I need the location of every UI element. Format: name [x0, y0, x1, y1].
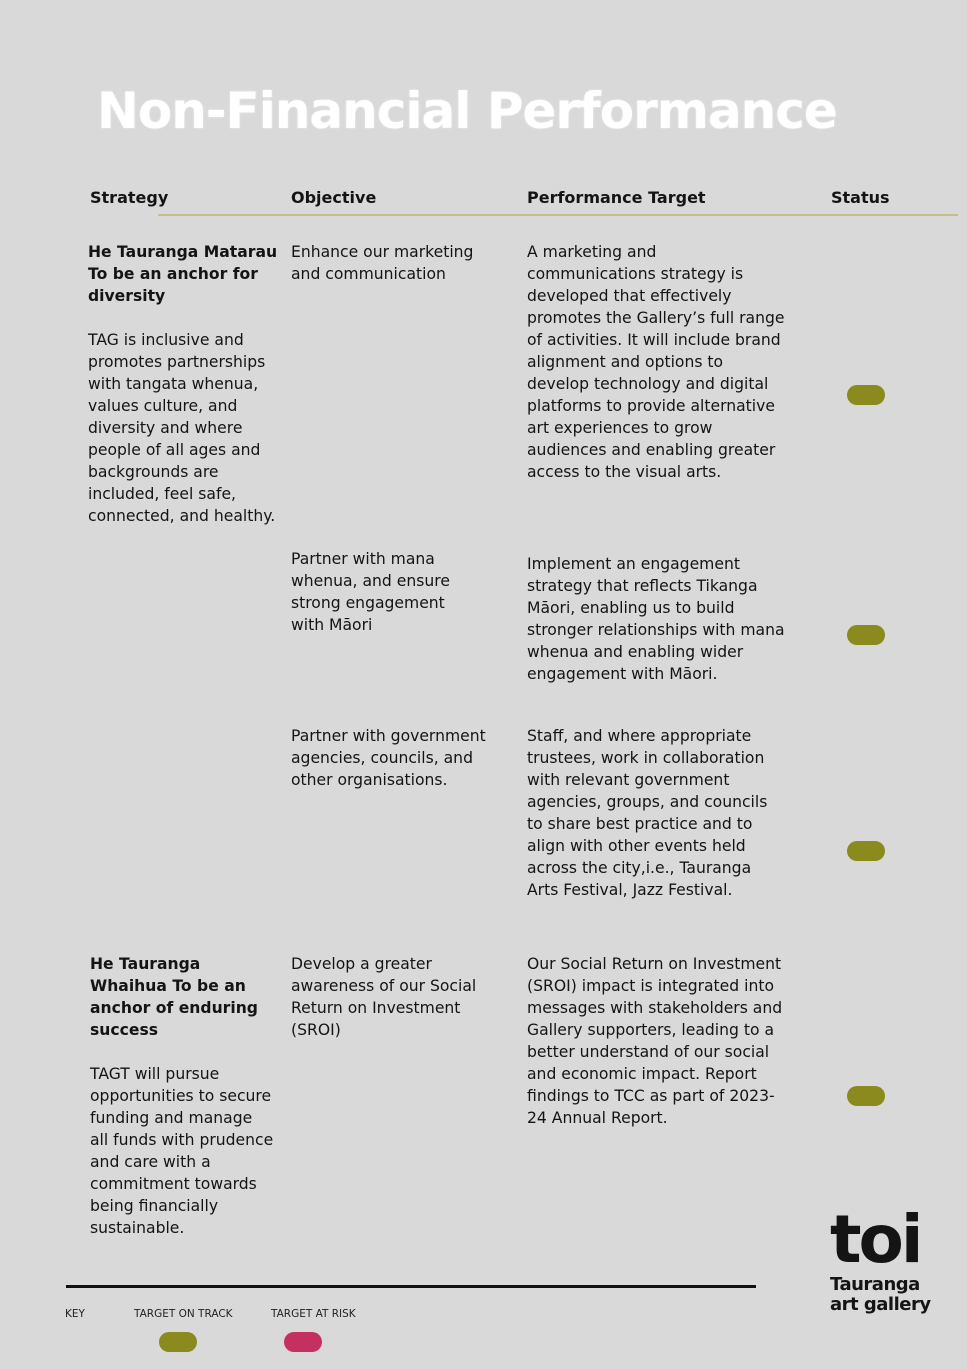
- key-label: KEY: [65, 1308, 85, 1320]
- key-at-risk-icon: [284, 1332, 322, 1352]
- status-on-track-icon: [847, 841, 885, 861]
- header-divider: [158, 214, 958, 216]
- status-on-track-icon: [847, 625, 885, 645]
- strategy-description: TAG is inclusive and promotes partnerships with tangata whenua, values culture, and diversity and where people of all ages and backgrounds are included, feel safe, connected, and healthy.: [88, 331, 276, 525]
- header-status: Status: [831, 188, 890, 207]
- objective-cell: Develop a greater awareness of our Social Return on Investment (SROI): [291, 955, 477, 1039]
- strategy-description: TAGT will pursue opportunities to secure funding and manage all funds with prudence and care with a commitment towards being financially sustainable.: [90, 1065, 274, 1237]
- logo-line-2: art gallery: [830, 1294, 931, 1315]
- target-cell: A marketing and communications strategy is developed that effectively promotes the Gallery’s full range of activities. It will include brand alignment and options to develop technology and digital platforms to provide alternative art experiences to grow audiences and enabling greater access to the visual arts.: [527, 243, 785, 481]
- objective-cell: Enhance our marketing and communication: [291, 243, 474, 283]
- strategy-cell: [90, 953, 275, 1239]
- status-on-track-icon: [847, 1086, 885, 1106]
- key-on-track-icon: [159, 1332, 197, 1352]
- target-cell: Implement an engagement strategy that reflects Tikanga Māori, enabling us to build stronger relationships with mana whenua and enabling wider engagement with Māori.: [527, 555, 785, 683]
- strategy-title: He Tauranga Whaihua To be an anchor of enduring success: [90, 955, 258, 1039]
- page-title: Non-Financial Performance: [97, 82, 837, 140]
- target-cell: Our Social Return on Investment (SROI) impact is integrated into messages with stakeholders and Gallery supporters, leading to a better understand of our social and economic impact. Report findings to TCC as part of 2023-24 Annual Report.: [527, 955, 783, 1127]
- header-strategy: Strategy: [90, 188, 169, 207]
- strategy-cell: [88, 241, 283, 527]
- key-at-risk-label: TARGET AT RISK: [271, 1308, 356, 1320]
- toi-logo: [830, 1201, 945, 1315]
- logo-line-1: Tauranga: [830, 1274, 920, 1295]
- footer-divider: [66, 1285, 756, 1288]
- objective-cell: Partner with mana whenua, and ensure strong engagement with Māori: [291, 550, 450, 634]
- target-cell: Staff, and where appropriate trustees, work in collaboration with relevant government agencies, groups, and councils to share best practice and to align with other events held across the city,i.e., Tauranga Arts Festival, Jazz Festival.: [527, 727, 768, 899]
- header-objective: Objective: [291, 188, 377, 207]
- status-on-track-icon: [847, 385, 885, 405]
- logo-main-text: toi: [830, 1201, 921, 1278]
- header-performance-target: Performance Target: [527, 188, 706, 207]
- key-on-track-label: TARGET ON TRACK: [134, 1308, 233, 1320]
- objective-cell: Partner with government agencies, councils, and other organisations.: [291, 727, 486, 789]
- strategy-title: He Tauranga Matarau To be an anchor for diversity: [88, 243, 278, 305]
